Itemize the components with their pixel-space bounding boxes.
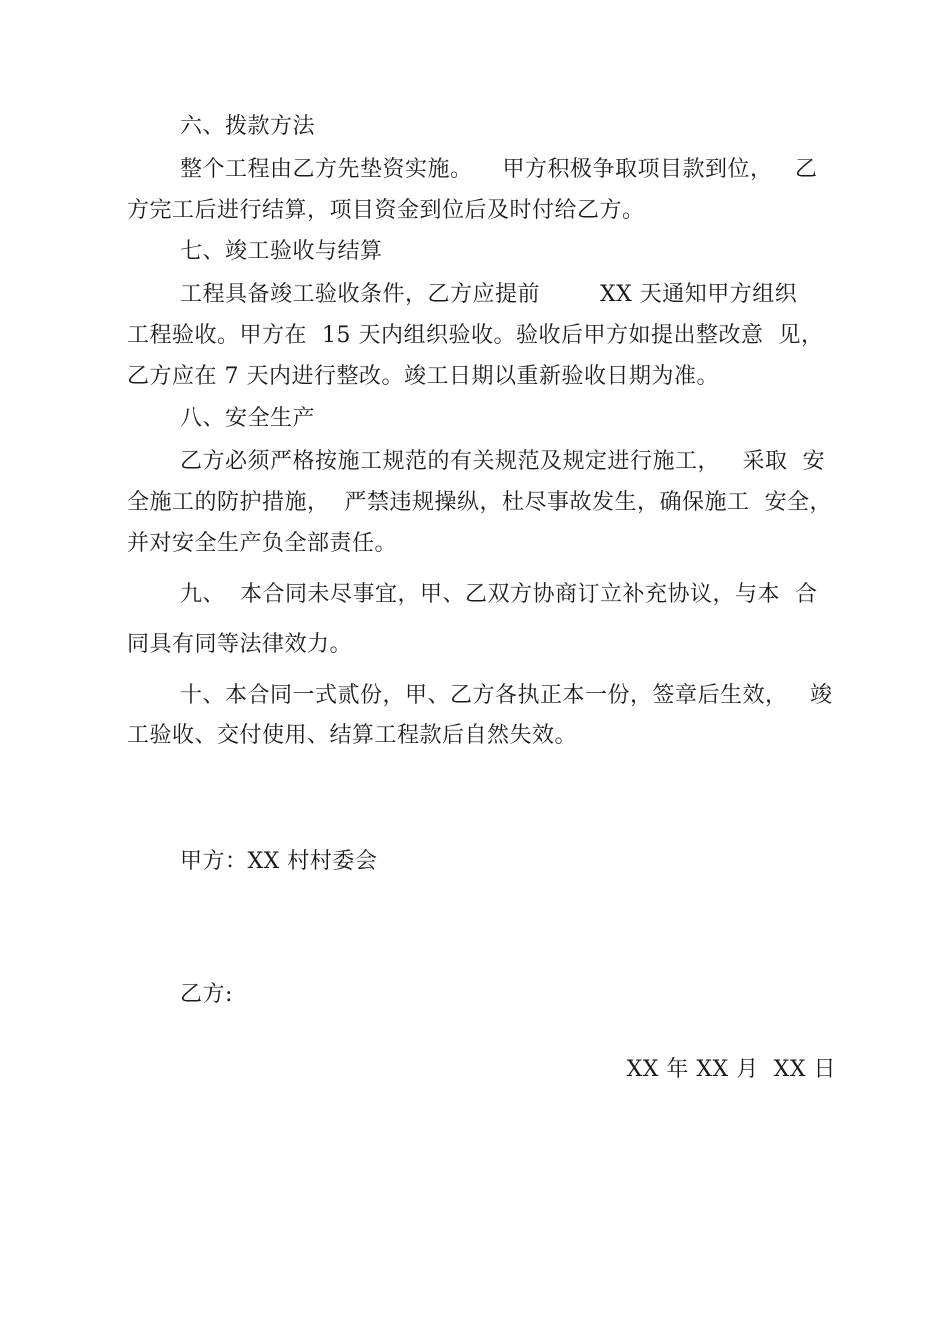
section-8-line-3: 并对安全生产负全部责任。: [127, 531, 398, 556]
section-10-line-2: 工验收、交付使用、结算工程款后自然失效。: [127, 723, 578, 748]
section-9-line-2: 同具有同等法律效力。: [127, 632, 353, 657]
section-8-heading: 八、安全生产: [180, 406, 316, 431]
section-8-line-2: 全施工的防护措施， 严禁违规操纵，杜尽事故发生，确保施工 安全，: [127, 490, 832, 515]
party-a-signature: 甲方：XX 村村委会: [180, 849, 378, 874]
party-b-signature: 乙方:: [180, 982, 233, 1007]
signing-date: XX 年 XX 月 XX 日: [626, 1057, 836, 1082]
section-6-line-2: 方完工后进行结算，项目资金到位后及时付给乙方。: [127, 198, 645, 223]
section-7-line-3: 乙方应在 7 天内进行整改。竣工日期以重新验收日期为准。: [127, 364, 719, 389]
section-10-line-1: 十、本合同一式贰份，甲、乙方各执正本一份，签章后生效， 竣: [180, 683, 833, 708]
section-8-line-1: 乙方必须严格按施工规范的有关规范及规定进行施工， 采取 安: [180, 449, 825, 474]
section-9-line-1: 九、 本合同未尽事宜，甲、乙双方协商订立补充协议，与本 合: [180, 582, 818, 607]
section-6-line-1: 整个工程由乙方先垫资实施。 甲方积极争取项目款到位， 乙: [180, 157, 818, 182]
section-7-line-1: 工程具备竣工验收条件，乙方应提前 XX 天通知甲方组织: [180, 282, 798, 307]
section-7-line-2: 工程验收。甲方在 15 天内组织验收。验收后甲方如提出整改意 见，: [127, 323, 824, 348]
section-6-heading: 六、拨款方法: [180, 114, 316, 139]
section-7-heading: 七、竣工验收与结算: [180, 239, 383, 264]
